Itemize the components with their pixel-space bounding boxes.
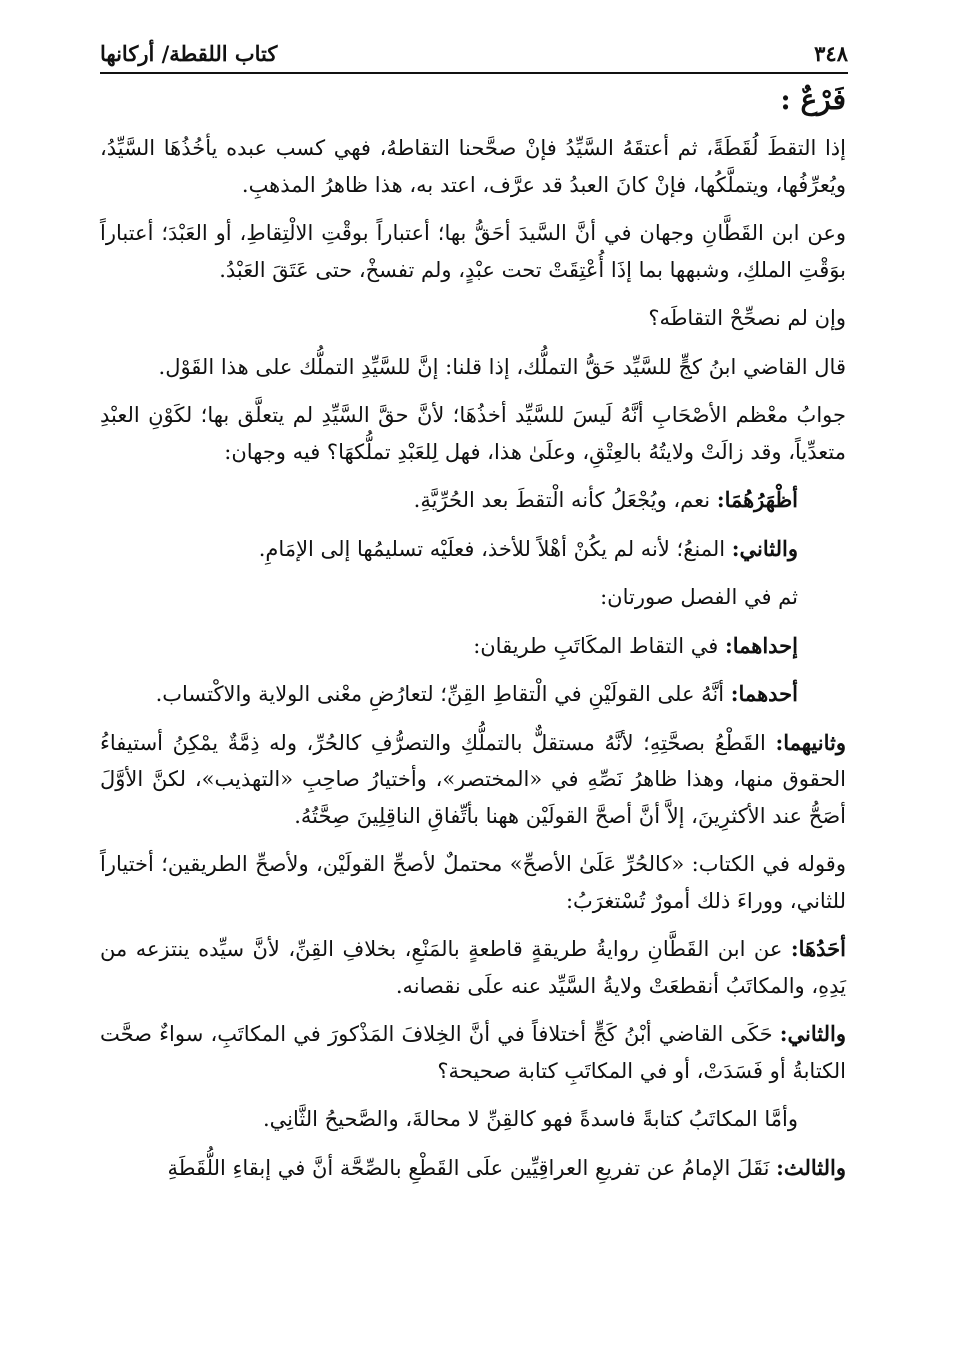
paragraph-10-text: أنَّهُ على القولَيْنِ في الْتقاطِ القِنِّ؛ لتعارُضِ معْنى الولاية والاكْتساب. (155, 682, 731, 706)
paragraph-12: وقوله في الكتاب: «كالحُرِّ عَلَىٰ الأصحِّ» محتملٌ لأصحِّ القولَيْن، ولأصحِّ الطريقين؛ أختياراً للثاني، ووراءَ ذلك أمورٌ تُسْتغرَبُ: (100, 852, 846, 913)
paragraph-13-text: عن ابن القَطَّانِ روايةُ طريقةٍ قاطعةٍ بالمَنْعِ، بخلافِ القِنِّ، لأنَّ سيِّده ينتزعه من يَدِهِ، والمكاتَبُ أنقطعَتْ ولايةُ السَّيِّد عنه علَى نقصانه. (100, 937, 846, 998)
paragraph-14-text: حَكَى القاضي أبْنُ كَجٍّ أختلافاً في أنَّ الخِلافَ المَذْكورَ في المكاتَبِ، سواءٌ صحَّت الكتابةُ أو فَسَدَتْ، أو في المكاتَبِ كتابة صحيحة؟ (100, 1022, 846, 1083)
paragraph-7-lead: والثاني: (731, 535, 798, 561)
paragraph-11-text: القَطْعُ بصحَّتِهِ؛ لأنَّهُ مستقلٌّ بالتملُّكِ والتصرُّفِ كالحُرِّ، وله ذِمَّةٌ يمْكِنُ أستيفاءُ الحقوق منها، وهذا ظاهرُ نَصِّهِ في «المختصر»، وأختيارُ صاحِبِ «التهذيب»، لكنَّ الأوَّلَ أصَحُّ عند الأكثرِينَ، إلاَّ أنَّ أصحَّ القولَيْن ههنا بأتِّفاقِ الناقِلِينَ صِحَّتُهُ. (100, 730, 846, 828)
paragraph-6 (100, 482, 846, 519)
paragraph-15: وأمَّا المكاتَبُ كتابةً فاسدةً فهو كالقِنِّ لا محالةَ، والصَّحيحُ الثَّانِي. (262, 1107, 798, 1131)
paragraph-11 (100, 725, 846, 835)
paragraph-14-lead: والثاني: (779, 1021, 846, 1046)
paragraph-7-text: المنعُ؛ لأنه لم يكُنْ أهْلاً للأخذ، فعلَيْه تسليمُها إلى الإمَامِ. (258, 536, 732, 561)
paragraph-9-lead: إحداهما: (724, 632, 798, 658)
running-title: كتاب اللقطة/ أركانها (100, 41, 278, 66)
paragraph-9 (100, 628, 846, 665)
paragraph-13-lead: أحَدُهَا: (790, 936, 846, 961)
paragraph-6-text: نعم، ويُجْعَلُ كأنه الْتقطَ بعد الحُرِّيَّةِ. (413, 488, 717, 512)
paragraph-3: وإن لم نصحِّحْ التقاطَه؟ (648, 306, 846, 330)
page-header (100, 30, 848, 66)
page-number: ٣٤٨ (814, 41, 848, 66)
paragraph-16-lead: والثالث: (776, 1154, 846, 1180)
paragraph-1: إذا التقطَ لُقَطَةً، ثم أعتقَهُ السَّيِّدُ فإنْ صحَّحنا التقاطهُ، فهي كسب عبده يأخُذُهَا السَّيِّدُ، ويُعرِّفُها، ويتملَّكُها، فإنْ كانَ العبدُ قد عرَّف، اعتد به، هذا ظاهرُ المذهبِ. (100, 136, 846, 197)
section-heading: فَرْعٌ : (780, 83, 846, 116)
paragraph-8: ثم في الفصل صورتان: (600, 585, 798, 609)
paragraph-6-lead: أظْهَرُهُمَا: (716, 487, 798, 512)
paragraph-14 (100, 1016, 846, 1089)
paragraph-13 (100, 931, 846, 1004)
paragraph-9-text: في التقاط المكَاتَبِ طريقان: (473, 633, 725, 658)
paragraph-10-lead: أحدهما: (730, 681, 798, 706)
header-rule (100, 72, 848, 74)
page-body (100, 78, 846, 1186)
paragraph-16 (100, 1150, 846, 1187)
paragraph-4: قال القاضي ابنُ كجٍّ للسَّيِّد حَقُّ التملُّك، إذا قلنا: إنَّ للسَّيِّدِ التملُّك على هذا القَوْل. (158, 354, 846, 379)
paragraph-7 (100, 531, 846, 568)
paragraph-5: جوابُ معْظم الأصْحَابِ أنَّهُ لَيسَ للسَّيِّد أخذُهَا؛ لأنَّ حقَّ السَّيِّدِ لم يتعلَّق بها؛ لكَوْنِ العبْدِ متعدِّياً، وقد زالَتْ ولايتُهُ بالعِتْقِ، وعلَىٰ هذا، فهل لِلعَبْدِ تملُّكهَا؟ فيه وجهان: (100, 403, 846, 464)
paragraph-2: وعن ابن القَطَّانِ وجهان في أنَّ السَّيدَ أحَقُّ بها؛ أعتباراً بوقْتِ الالْتِقاطِ، أو العَبْدَ؛ أعتباراً بوَقْتِ الملكِ، وشبهها بما إذَا أُعْتِقَتْ تحت عبْدٍ، ولم تفسخْ، حتى عَتَقَ العَبْدُ. (100, 221, 846, 282)
paragraph-11-lead: وثانيهما: (775, 729, 846, 755)
paragraph-16-text: نَقَلَ الإمامُ عن تفريعِ العراقِيِّين علَى القَطْعِ بالصِّحَّة أنَّ في إبقاءِ اللُّقَطَةِ (167, 1155, 777, 1180)
paragraph-10 (100, 676, 846, 713)
